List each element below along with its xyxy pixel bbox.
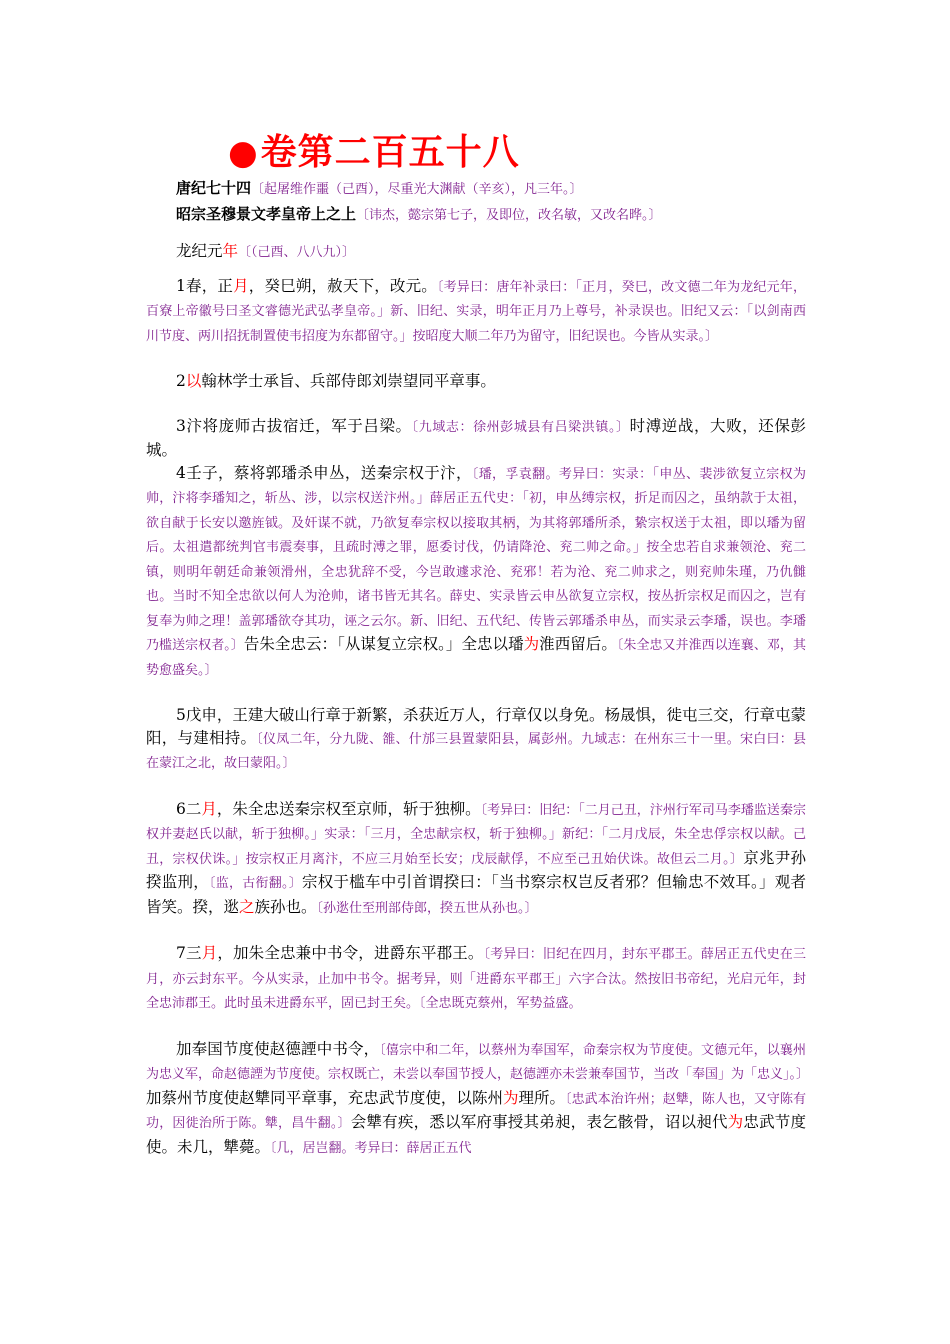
annotation: 〔考异曰：唐年补录曰：「正月，癸巳，改文德二年为龙纪元年，百寮上帝徽号曰圣文睿德光武弘孝皇帝。」新、旧纪、实录，明年正月乃上尊号，补录误也。旧纪又云：「以剑南西川节度、两川招抚制置使韦招度为东都留守。」按昭度大顺二年乃为留守，旧纪误也。今皆从实录。〕 bbox=[146, 279, 806, 344]
year-line: 龙纪元年〔（己酉、八八九）〕 bbox=[176, 242, 356, 260]
annotation: 〔考异曰：旧纪：「二月己丑，汴州行军司马李璠监送秦宗权并妻赵氏以献，斩于独柳。」实录：「三月，全忠献宗权，斩于独柳。」新纪：「二月戊辰，朱全忠俘宗权以献。己丑，宗权伏诛。」按宗权正月离汴，不应三月始至长安；戊辰献俘，不应至己丑始伏诛。故但云二月。〕 bbox=[146, 802, 806, 867]
emperor-title: 昭宗圣穆景文孝皇帝上之上 bbox=[176, 205, 357, 223]
annotation: 〔璠，孚袁翻。考异曰：实录：「申丛、裴涉欲复立宗权为帅，汴将李璠知之，斩丛、涉，以宗权送汴州。」薛居正五代史：「初，申丛缚宗权，折足而囚之，虽纳款于太祖，欲自献于长安以邀旌钺。及奸谋不就，乃欲复奉宗权以接取其柄，为其将郭璠所杀，絷宗权送于太祖，即以璠为留后。太祖遣都统判官韦震奏事，且疏时溥之罪，愿委讨伐，仍请降沧、兖二帅之命。」按全忠若自求兼领沧、兖二镇，则明年朝廷命兼领滑州，全忠犹辞不受，今岂敢遽求沧、兖邪！若为沧、兖二帅求之，则兖帅朱瑾，乃仇雠也。当时不知全忠欲以何人为沧帅，诸书皆无其名。薛史、实录皆云申丛欲复立宗权，按丛折宗权足而囚之，岂有复奉为帅之理！盖郭璠欲夺其功，诬之云尔。新、旧纪、五代纪、传皆云郭璠杀申丛，而实录云李璠，误也。李璠乃槛送宗权者。〕 bbox=[146, 466, 806, 653]
bullet-icon: ● bbox=[228, 133, 259, 173]
era-heading bbox=[176, 177, 583, 198]
annotation: 〔仪凤二年，分九陇、雒、什邡三县置蒙阳县，属彭州。九域志：在州东三十一里。宋白曰：县在蒙江之北，故曰蒙阳。〕 bbox=[146, 731, 806, 771]
annotation: 〔孙逖仕至刑部侍郎，揆五世从孙也。〕 bbox=[316, 900, 538, 916]
main-text bbox=[146, 240, 810, 1160]
entry-1: 1春，正月，癸巳朔，赦天下，改元。〔考异曰：唐年补录曰：「正月，癸巳，改文德二年为龙纪元年，百寮上帝徽号曰圣文睿德光武弘孝皇帝。」新、旧纪、实录，明年正月乃上尊号，补录误也。旧纪又云：「以剑南西川节度、两川招抚制置使韦招度为东都留守。」按昭度大顺二年乃为留守，旧纪误也。今皆从实录。〕 bbox=[146, 276, 806, 344]
annotation: 〔几，居岂翻。考异曰：薛居正五代 bbox=[270, 1140, 472, 1156]
annotation: 〔忠武本治许州；赵犨，陈人也，又守陈有功，因徙治所于陈。犨，昌牛翻。〕 bbox=[146, 1091, 806, 1131]
entry-5: 5戊申，王建大破山行章于新繁，杀获近万人，行章仅以身免。杨晟惧，徙屯三交，行章屯蒙阳，与建相持。〔仪凤二年，分九陇、雒、什邡三县置蒙阳县，属彭州。九域志：在州东三十一里。宋白曰：县在蒙江之北，故曰蒙阳。〕 bbox=[146, 706, 806, 771]
entry-8: 加奉国节度使赵德諲中书令，〔僖宗中和二年，以蔡州为奉国军，命秦宗权为节度使。文德元年，以襄州为忠义军，命赵德諲为节度使。宗权既亡，未尝以奉国节授人，赵德諲亦未尝兼奉国节，当改「奉国」为「忠义」。〕加蔡州节度使赵犨同平章事，充忠武节度使，以陈州为理所。〔忠武本治许州；赵犨，陈人也，又守陈有功，因徙治所于陈。犨，昌牛翻。〕会犨有疾，悉以军府事授其弟昶，表乞骸骨，诏以昶代为忠武节度使。未几，犨薨。〔几，居岂翻。考异曰：薛居正五代 bbox=[146, 1039, 810, 1156]
emperor-heading bbox=[176, 203, 662, 224]
annotation: 〔朱全忠又并淮西以连襄、邓，其势愈盛矣。〕 bbox=[146, 638, 806, 678]
entry-6: 6二月，朱全忠送秦宗权至京师，斩于独柳。〔考异曰：旧纪：「二月己丑，汴州行军司马李璠监送秦宗权并妻赵氏以献，斩于独柳。」实录：「三月，全忠献宗权，斩于独柳。」新纪：「二月戊辰，朱全忠俘宗权以献。己丑，宗权伏诛。」按宗权正月离汴，不应三月始至长安；戊辰献俘，不应至己丑始伏诛。故但云二月。〕京兆尹孙揆监刑，〔监，古衔翻。〕宗权于槛车中引首谓揆曰：「当书察宗权岂反者邪？但输忠不效耳。」观者皆笑。揆，逖之族孙也。〔孙逖仕至刑部侍郎，揆五世从孙也。〕 bbox=[146, 799, 806, 916]
annotation: 〔僖宗中和二年，以蔡州为奉国军，命秦宗权为节度使。文德元年，以襄州为忠义军，命赵德諲为节度使。宗权既亡，未尝以奉国节授人，赵德諲亦未尝兼奉国节，当改「奉国」为「忠义」。〕 bbox=[146, 1042, 810, 1082]
chapter-title: ●卷第二百五十八 bbox=[228, 131, 520, 173]
era-title: 唐纪七十四 bbox=[176, 179, 252, 197]
entry-3: 3汴将庞师古拔宿迁，军于吕梁。〔九域志：徐州彭城县有吕梁洪镇。〕时溥逆战，大败，还保彭城。 bbox=[146, 416, 806, 459]
annotation: 〔考异曰：旧纪在四月，封东平郡王。薛居正五代史在三月，亦云封东平。今从实录，止加中书令。据考异，则「进爵东平郡王」六字合汰。然按旧书帝纪，光启元年，封全忠沛郡王。此时虽未进爵东平，固已封王矣。〔全忠既克蔡州，军势益盛。 bbox=[146, 947, 806, 1011]
entry-7: 7三月，加朱全忠兼中书令，进爵东平郡王。〔考异曰：旧纪在四月，封东平郡王。薛居正五代史在三月，亦云封东平。今从实录，止加中书令。据考异，则「进爵东平郡王」六字合汰。然按旧书帝纪，光启元年，封全忠沛郡王。此时虽未进爵东平，固已封王矣。〔全忠既克蔡州，军势益盛。 bbox=[146, 944, 806, 1011]
emperor-note: 〔讳杰，懿宗第七子，及即位，改名敏，又改名晔。〕 bbox=[356, 208, 662, 223]
entry-4: 4壬子，蔡将郭璠杀申丛，送秦宗权于汴，〔璠，孚袁翻。考异曰：实录：「申丛、裴涉欲复立宗权为帅，汴将李璠知之，斩丛、涉，以宗权送汴州。」薛居正五代史：「初，申丛缚宗权，折足而囚之，虽纳款于太祖，欲自献于长安以邀旌钺。及奸谋不就，乃欲复奉宗权以接取其柄，为其将郭璠所杀，絷宗权送于太祖，即以璠为留后。太祖遣都统判官韦震奏事，且疏时溥之罪，愿委讨伐，仍请降沧、兖二帅之命。」按全忠若自求兼领沧、兖二镇，则明年朝廷命兼领滑州，全忠犹辞不受，今岂敢遽求沧、兖邪！若为沧、兖二帅求之，则兖帅朱瑾，乃仇雠也。当时不知全忠欲以何人为沧帅，诸书皆无其名。薛史、实录皆云申丛欲复立宗权，按丛折宗权足而囚之，岂有复奉为帅之理！盖郭璠欲夺其功，诬之云尔。新、旧纪、五代纪、传皆云郭璠杀申丛，而实录云李璠，误也。李璠乃槛送宗权者。〕告朱全忠云：「从谋复立宗权。」全忠以璠为淮西留后。〔朱全忠又并淮西以连襄、邓，其势愈盛矣。〕 bbox=[146, 463, 806, 678]
annotation: 〔九域志：徐州彭城县有吕梁洪镇。〕 bbox=[411, 419, 630, 435]
era-note: 〔起屠维作噩（己酉），尽重光大渊献（辛亥），凡三年。〕 bbox=[251, 182, 583, 197]
entry-2: 2以翰林学士承旨、兵部侍郎刘崇望同平章事。 bbox=[176, 372, 496, 390]
annotation: 〔监，古衔翻。〕 bbox=[209, 876, 302, 891]
